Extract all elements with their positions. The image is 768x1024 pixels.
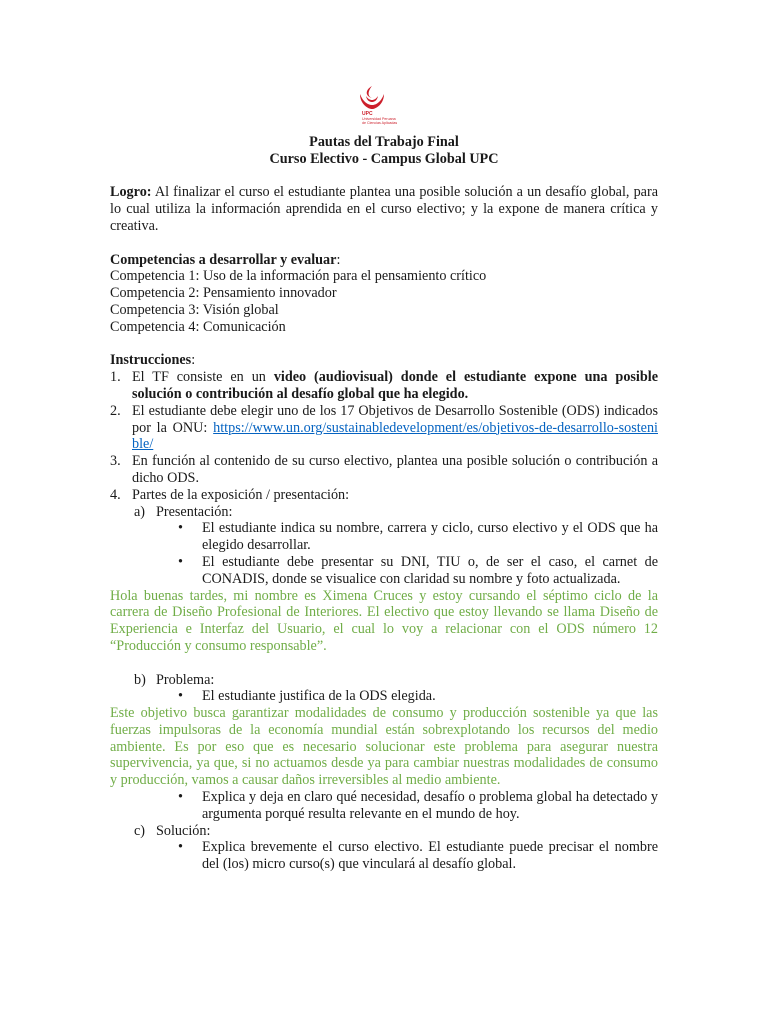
instrucciones-colon: : [191,352,196,369]
item-number: 4. [110,486,121,503]
bullet-text: El estudiante indica su nombre, carrera y ciclo, curso electivo y el ODS que ha elegido desarrollar. [202,520,658,554]
logro-label: Logro: [110,184,152,201]
bullet-text: Explica brevemente el curso electivo. El estudiante puede precisar el nombre del (los) micro curso(s) que vinculará al desafío global. [202,839,658,873]
bullet-icon: • [178,688,183,705]
instruction-item-3 [110,453,658,487]
item-text: En función al contenido de su curso electivo, plantea una posible solución o contribución a dicho ODS. [132,453,658,486]
competencia-item: Competencia 3: Visión global [110,301,279,318]
sub-number: c) [134,822,146,839]
bullet-item [110,554,658,588]
student-answer-presentation: Hola buenas tardes, mi nombre es Ximena Cruces y estoy cursando el séptimo ciclo de la carrera de Diseño Profesional de Interiores. El electivo que estoy llevando se llama Diseño de Experiencia e Interfaz del Usuario, el cual lo voy a relacionar con el ODS número 12 “Producción y consumo responsable”. [110,587,658,654]
ods-link[interactable]: https://www.un.org/sustainabledevelopment/es/objetivos-de-desarrollo-sostenible/ [132,419,658,453]
item-text: El estudiante debe elegir uno de los 17 Objetivos de Desarrollo Sostenible (ODS) indicados por la ONU: [132,402,658,436]
bullet-text: El estudiante justifica de la ODS elegida. [202,688,436,705]
part-b [110,672,658,689]
competencia-item: Competencia 4: Comunicación [110,318,286,335]
logo-line1: Universidad Peruana [362,117,396,121]
sub-label: Problema: [156,671,215,688]
logo-text [362,112,397,125]
instruction-item-2 [110,403,658,453]
item-number: 1. [110,369,121,386]
logo-line2: de Ciencias Aplicadas [362,121,398,125]
item-number: 3. [110,453,121,470]
bullet-text: El estudiante debe presentar su DNI, TIU o, de ser el caso, el carnet de CONADIS, donde se visualice con claridad su nombre y foto actualizada. [202,553,658,587]
competencias-heading [110,252,658,269]
part-c [110,823,658,840]
competencias-colon: : [336,251,341,268]
bullet-icon: • [178,553,183,570]
logro-text: Al finalizar el curso el estudiante plantea una posible solución a un desafío global, para lo cual utiliza la información aprendida en el curso electivo; y la expone de manera crítica y creativa. [110,184,658,234]
student-answer-problem: Este objetivo busca garantizar modalidades de consumo y producción sostenible ya que las fuerzas impulsoras de la economía mundial están sobrexplotando los recursos del medio ambiente. Es por eso que es necesario solucionar este problema para asegurar nuestra supervivencia, ya que, si no actuamos desde ya para cambiar nuestras modalidades de consumo y producción, vamos a causar daños irreversibles al medio ambiente. [110,705,658,789]
competencia-item: Competencia 1: Uso de la información para el pensamiento crítico [110,268,487,285]
sub-label: Presentación: [156,503,233,520]
sub-label: Solución: [156,822,211,839]
competencias-heading-text: Competencias a desarrollar y evaluar [110,251,337,268]
bullet-item [110,688,658,705]
doc-subtitle: Curso Electivo - Campus Global UPC [269,150,499,167]
bullet-text: Explica y deja en claro qué necesidad, desafío o problema global ha detectado y argumenta porqué resulta relevante en el mundo de hoy. [202,789,658,822]
bullet-icon: • [178,520,183,537]
competencia-item: Competencia 2: Pensamiento innovador [110,285,337,302]
instruction-item-4 [110,487,658,504]
item-bold-text: video (audiovisual) donde el estudiante expone una posible solución o contribución al desafío global que ha elegido. [132,369,659,402]
item-text: Partes de la exposición / presentación: [132,486,350,503]
bullet-item [110,520,658,554]
doc-title: Pautas del Trabajo Final [309,134,459,150]
item-number: 2. [110,402,121,419]
instrucciones-heading-text: Instrucciones [110,352,192,369]
document-body [110,134,658,873]
bullet-icon: • [178,839,183,856]
sub-number: b) [134,671,146,688]
bullet-item [110,839,658,873]
instrucciones-heading [110,352,658,369]
part-a [110,504,658,521]
bullet-item [110,789,658,823]
bullet-icon: • [178,789,183,806]
logro-paragraph [110,184,658,234]
logo-name: UPC [362,111,373,117]
item-text: El TF consiste en un [132,369,274,386]
instruction-item-1 [110,369,658,403]
upc-emblem-icon [356,84,388,112]
upc-logo [356,84,410,134]
sub-number: a) [134,503,146,520]
